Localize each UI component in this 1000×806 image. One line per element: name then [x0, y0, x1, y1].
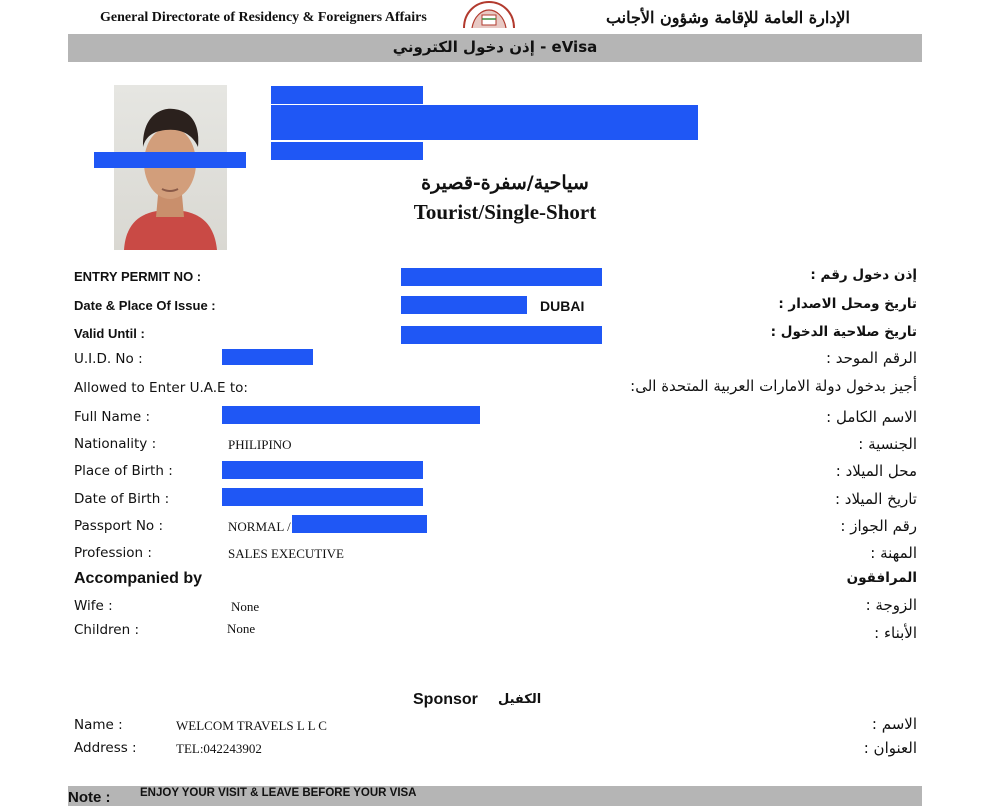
visa-type-en: Tourist/Single-Short	[413, 200, 597, 224]
redaction-bar	[222, 349, 313, 365]
sponsor-address-label-ar: العنوان :	[863, 739, 917, 757]
sponsor-name-label: Name :	[74, 717, 123, 733]
issue-label: Date & Place Of Issue :	[74, 298, 216, 313]
redaction-bar	[292, 515, 427, 533]
passport-label: Passport No :	[74, 518, 164, 534]
uid-label-ar: الرقم الموحد :	[825, 349, 917, 367]
children-label-ar: الأبناء :	[874, 624, 917, 642]
redaction-bar	[401, 296, 527, 314]
entry-permit-label: ENTRY PERMIT NO :	[74, 269, 202, 284]
uid-label: U.I.D. No :	[74, 351, 143, 367]
passport-label-ar: رقم الجواز :	[840, 517, 917, 535]
note-text: ENJOY YOUR VISIT & LEAVE BEFORE YOUR VISA	[140, 787, 417, 799]
sponsor-heading-ar: الكفيل	[498, 692, 542, 707]
issue-place-value: DUBAI	[540, 298, 585, 314]
redaction-bar	[271, 142, 423, 160]
evisa-title: إذن دخول الكتروني - eVisa	[392, 38, 598, 56]
place-of-birth-label-ar: محل الميلاد :	[835, 462, 917, 480]
redaction-bar	[94, 152, 246, 168]
authority-name-en: General Directorate of Residency & Foreigners Affairs	[100, 10, 427, 25]
uae-emblem-icon	[458, 0, 520, 28]
profession-label: Profession :	[74, 545, 152, 561]
note-label: Note :	[68, 789, 111, 806]
profession-value: SALES EXECUTIVE	[228, 546, 344, 561]
sponsor-address-value: TEL:042243902	[176, 741, 262, 756]
visa-type-ar: سياحية/سفرة-قصيرة	[421, 172, 589, 194]
nationality-label: Nationality :	[74, 436, 157, 452]
nationality-label-ar: الجنسية :	[858, 435, 917, 453]
allowed-label-ar: أجيز بدخول دولة الامارات العربية المتحدة الى:	[630, 377, 917, 395]
profession-label-ar: المهنة :	[870, 544, 917, 562]
valid-until-label: Valid Until :	[74, 326, 145, 341]
passport-type-value: NORMAL /	[228, 519, 291, 534]
full-name-label: Full Name :	[74, 409, 151, 425]
accompanied-heading: Accompanied by	[74, 570, 203, 587]
wife-value: None	[231, 599, 260, 614]
valid-until-label-ar: تاريخ صلاحية الدخول :	[770, 324, 917, 340]
accompanied-heading-ar: المرافقون	[846, 570, 917, 586]
children-value: None	[227, 621, 256, 636]
allowed-label: Allowed to Enter U.A.E to:	[74, 380, 248, 396]
date-of-birth-label-ar: تاريخ الميلاد :	[834, 490, 917, 508]
redaction-bar	[222, 461, 423, 479]
entry-permit-label-ar: إذن دخول رقم :	[810, 267, 917, 283]
wife-label-ar: الزوجة :	[865, 596, 917, 614]
date-of-birth-label: Date of Birth :	[74, 491, 170, 507]
redaction-bar	[222, 406, 480, 424]
redaction-bar	[271, 86, 423, 104]
title-bar	[68, 34, 922, 62]
sponsor-heading: Sponsor	[413, 691, 478, 708]
redaction-bar	[222, 488, 423, 506]
nationality-value: PHILIPINO	[228, 437, 292, 452]
issue-label-ar: تاريخ ومحل الاصدار :	[778, 296, 917, 312]
sponsor-address-label: Address :	[74, 740, 137, 756]
authority-name-ar: الإدارة العامة للإقامة وشؤون الأجانب	[605, 8, 850, 27]
place-of-birth-label: Place of Birth :	[74, 463, 173, 479]
children-label: Children :	[74, 622, 140, 638]
redaction-bar	[271, 105, 698, 140]
full-name-label-ar: الاسم الكامل :	[826, 408, 917, 426]
sponsor-name-value: WELCOM TRAVELS L L C	[176, 718, 327, 733]
sponsor-name-label-ar: الاسم :	[871, 715, 917, 733]
wife-label: Wife :	[74, 598, 113, 614]
